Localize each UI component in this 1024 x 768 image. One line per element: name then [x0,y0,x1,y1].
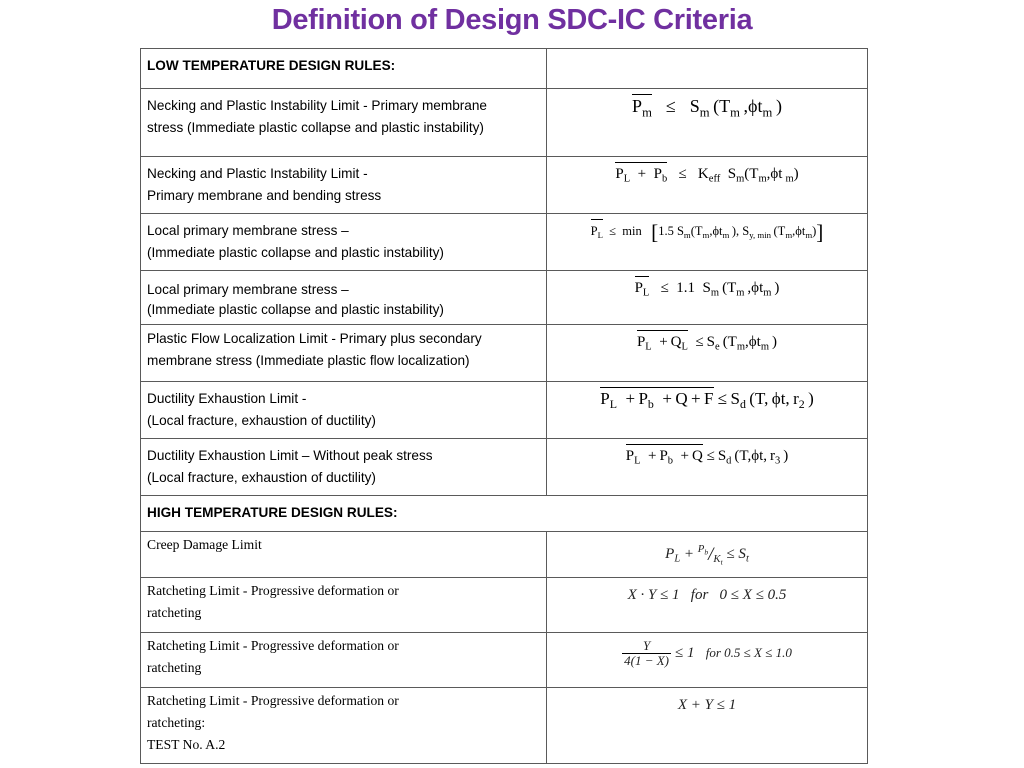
criterion-line: stress (Immediate plastic collapse and plastic instability) [147,120,484,135]
table-row [141,496,868,532]
criterion-label [141,532,547,578]
formula-cell [547,382,868,439]
table-row [141,214,868,271]
low-temp-heading: LOW TEMPERATURE DESIGN RULES: [141,49,547,89]
criterion-line: ratcheting [147,605,202,621]
criterion-line: Ratcheting Limit - Progressive deformation or [147,638,399,654]
criterion-line: Necking and Plastic Instability Limit - [147,166,368,181]
criterion-line: membrane stress (Immediate plastic flow localization) [147,353,470,368]
table-row [141,325,868,382]
criterion-line: Necking and Plastic Instability Limit - Primary membrane [147,98,487,113]
criterion-label [141,157,547,214]
table-row [141,271,868,325]
formula-cell [547,578,868,633]
page-title: Definition of Design SDC-IC Criteria [271,4,753,36]
formula: $P_L \le 1.1$ $S_m$ ($T_m$ $,\phi t_m$ ) [635,280,780,296]
criterion-label [141,688,547,764]
criterion-line: (Immediate plastic collapse and plastic instability) [147,302,444,317]
empty-cell [547,49,868,89]
formula-cell [547,633,868,688]
criterion-line: Ductility Exhaustion Limit - [147,391,307,406]
table-row [141,532,868,578]
formula: $P_L + P_b + Q \le S_d$ (T,ϕt, $r_3$ ) [626,448,789,464]
table-row [141,439,868,496]
criterion-line: Plastic Flow Localization Limit - Primary plus secondary [147,331,482,346]
criterion-line: Creep Damage Limit [147,537,262,552]
criterion-line: (Local fracture, exhaustion of ductility) [147,470,376,485]
criterion-line: ratcheting: [147,715,206,731]
table-row [141,578,868,633]
formula: X + Y ≤ 1 [677,697,737,714]
criterion-label [141,633,547,688]
criterion-line: (Local fracture, exhaustion of ductility) [147,413,376,428]
criterion-line: Ratcheting Limit - Progressive deformation or [147,693,399,709]
criterion-line: ratcheting [147,660,202,676]
criterion-line: Ratcheting Limit - Progressive deformation or [147,583,399,599]
formula-cell [547,271,868,325]
criterion-label [141,214,547,271]
criterion-line: Local primary membrane stress – [147,282,349,297]
formula-cell [547,325,868,382]
criterion-line: (Immediate plastic collapse and plastic instability) [147,245,444,260]
formula-cell [547,89,868,157]
formula-cell [547,439,868,496]
table-row [141,633,868,688]
formula-cell [547,214,868,271]
high-temp-heading: HIGH TEMPERATURE DESIGN RULES: [141,496,868,532]
criterion-line: Primary membrane and bending stress [147,188,382,203]
criteria-table [140,48,868,764]
criterion-line: TEST No. A.2 [147,737,226,753]
formula-cell [547,157,868,214]
formula: $P_L \le \min [1.5$ $S_m(T_m,\phi t_m$ ), $S_{y, min}$ $(T_m,\phi t_m)$] [591,224,824,238]
formula: $P_L + ^{P_b}/_{K_t} \le S_t$ [665,543,749,567]
criterion-label [141,439,547,496]
formula: $\frac{Y}{4(1 - X)}$ ≤ 1 for 0.5 ≤ X ≤ 1.0 [624,638,792,669]
table-row [141,89,868,157]
table-row [141,157,868,214]
formula: $P_L + Q_L \le S_e$ ($T_m,\phi t_m$ ) [637,334,777,350]
criterion-label [141,325,547,382]
criterion-label [141,578,547,633]
criterion-line: Ductility Exhaustion Limit – Without peak stress [147,448,433,463]
criterion-label [141,271,547,325]
table-row [141,382,868,439]
formula-cell [547,688,868,764]
table-row [141,688,868,764]
formula: $P_L + P_b \le K_{eff}$ $S_m(T_m,\phi t$ $_m$) [615,166,798,182]
criterion-line: Local primary membrane stress – [147,223,349,238]
criterion-label [141,382,547,439]
formula: $P_m \le S_m$ ($T_m$ $,\phi t_m$ ) [632,96,782,116]
formula: $P_L + P_b + Q + F \le S_d$ (T, ϕt, $r_2$ ) [600,389,814,408]
formula: X · Y ≤ 1 for 0 ≤ X ≤ 0.5 [627,587,787,604]
table-row [141,49,868,89]
criterion-label [141,89,547,157]
formula-cell [547,532,868,578]
